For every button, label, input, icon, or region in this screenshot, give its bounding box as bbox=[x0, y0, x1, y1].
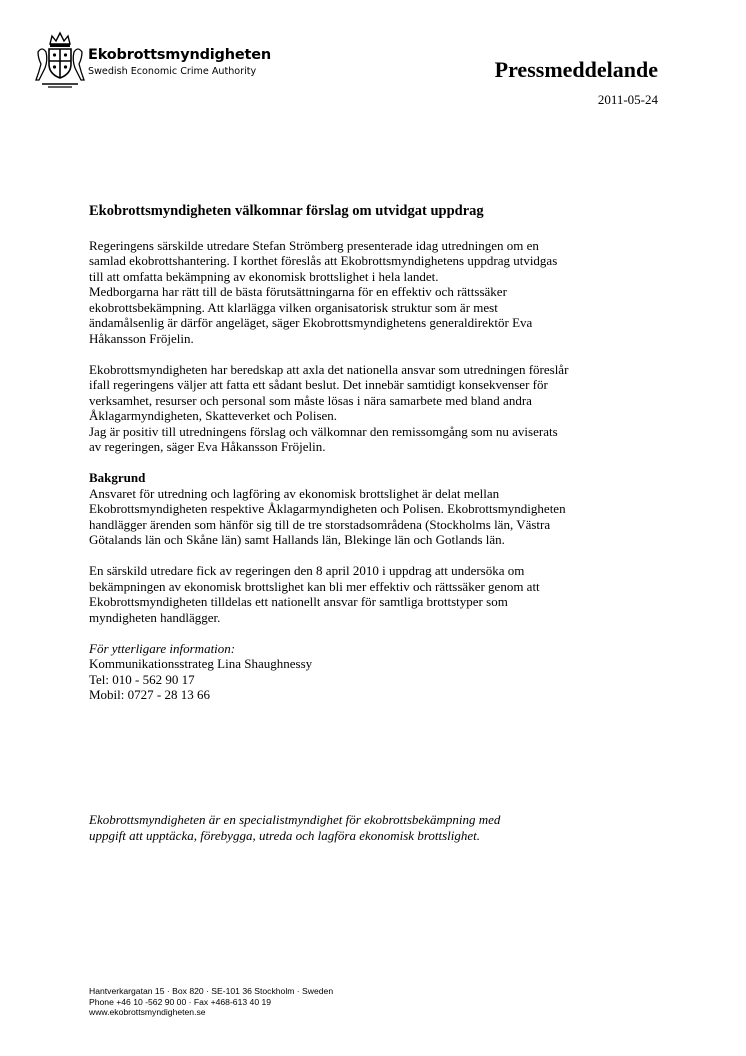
text-line: Ekobrottsmyndigheten tilldelas ett nationellt ansvar för samtliga brottstyper som bbox=[89, 594, 508, 609]
text-line: Regeringens särskilde utredare Stefan Strömberg presenterade idag utredningen om en bbox=[89, 237, 539, 253]
text-line: uppgift att upptäcka, förebygga, utreda och lagföra ekonomisk brottslighet. bbox=[89, 827, 481, 843]
text-line: ekobrottsbekämpning. Att klarlägga vilken organisatorisk struktur som är mest bbox=[89, 299, 498, 315]
text-line: handlägger ärenden som hänför sig till de tre storstadsområdena (Stockholms län, Västra bbox=[89, 516, 551, 532]
contact-label: För ytterligare information: bbox=[89, 640, 236, 656]
text-line: samlad ekobrottshantering. I korthet föreslås att Ekobrottsmyndighetens uppdrag utvidgas bbox=[89, 253, 558, 268]
paragraph-background bbox=[89, 470, 659, 548]
text-line: En särskild utredare fick av regeringen den 8 april 2010 i uppdrag att undersöka om bbox=[89, 563, 525, 578]
headline: Ekobrottsmyndigheten välkomnar förslag om utvidgat uppdrag bbox=[89, 203, 484, 219]
paragraph-assignment bbox=[89, 563, 659, 625]
text-line: Ansvaret för utredning och lagföring av ekonomisk brottslighet är delat mellan bbox=[89, 485, 500, 501]
footer bbox=[89, 986, 333, 1018]
footer-address: Hantverkargatan 15 · Box 820 · SE-101 36 Stockholm · Sweden bbox=[89, 986, 334, 996]
text-line: ändamålsenlig är därför angeläget, säger Ekobrottsmyndighetens generaldirektör Eva bbox=[89, 315, 533, 330]
text-line: av regeringen, säger Eva Håkansson Fröjelin. bbox=[89, 439, 326, 454]
text-line: Håkansson Fröjelin. bbox=[89, 330, 194, 346]
text-line: ifall regeringens väljer att fatta ett sådant beslut. Det innebär samtidigt konsekvenser för bbox=[89, 377, 548, 392]
text-line: Götalands län och Skåne län) samt Hallands län, Blekinge län och Gotlands län. bbox=[89, 532, 505, 547]
text-line: bekämpningen av ekonomisk brottslighet kan bli mer effektiv och rättssäker genom att bbox=[89, 578, 540, 594]
text-line: verksamhet, resurser och personal som måste lösas i nära samarbete med bland andra bbox=[89, 392, 532, 408]
text-line: Jag är positiv till utredningens förslag och välkomnar den remissomgång som nu aviserats bbox=[89, 423, 558, 439]
agency-subtitle: Swedish Economic Crime Authority bbox=[88, 66, 257, 77]
text-line: Ekobrottsmyndigheten respektive Åklagarmyndigheten och Polisen. Ekobrottsmyndigheten bbox=[89, 501, 566, 516]
footer-phone: Phone +46 10 -562 90 00 · Fax +468-613 40 19 bbox=[89, 996, 272, 1007]
text-line: Ekobrottsmyndigheten är en specialistmyndighet för ekobrottsbekämpning med bbox=[89, 812, 501, 827]
text-line: Åklagarmyndigheten, Skatteverket och Polisen. bbox=[89, 408, 338, 423]
section-heading: Bakgrund bbox=[89, 470, 146, 485]
paragraph-intro bbox=[89, 238, 659, 347]
contact-mobile: Mobil: 0727 - 28 13 66 bbox=[89, 687, 210, 702]
agency-logo bbox=[34, 30, 271, 92]
contact-block bbox=[89, 641, 659, 703]
text-line: Medborgarna har rätt till de bästa förutsättningarna för en effektiv och rättssäker bbox=[89, 284, 507, 299]
document-date: 2011-05-24 bbox=[597, 92, 658, 107]
text-line: till att omfatta bekämpning av ekonomisk brottslighet i hela landet. bbox=[89, 268, 439, 284]
text-line: Ekobrottsmyndigheten har beredskap att axla det nationella ansvar som utredningen föreslår bbox=[89, 361, 569, 377]
document-type-title: Pressmeddelande bbox=[494, 57, 658, 82]
closing-statement bbox=[89, 812, 500, 843]
press-release-body bbox=[89, 204, 659, 718]
contact-name: Kommunikationsstrateg Lina Shaughnessy bbox=[89, 656, 313, 671]
contact-phone: Tel: 010 - 562 90 17 bbox=[89, 671, 195, 687]
footer-website[interactable]: www.ekobrottsmyndigheten.se bbox=[89, 1007, 206, 1018]
text-line: myndigheten handlägger. bbox=[89, 609, 221, 625]
agency-name: Ekobrottsmyndigheten bbox=[88, 47, 271, 63]
paragraph-readiness bbox=[89, 362, 659, 455]
coat-of-arms-icon bbox=[34, 30, 86, 90]
